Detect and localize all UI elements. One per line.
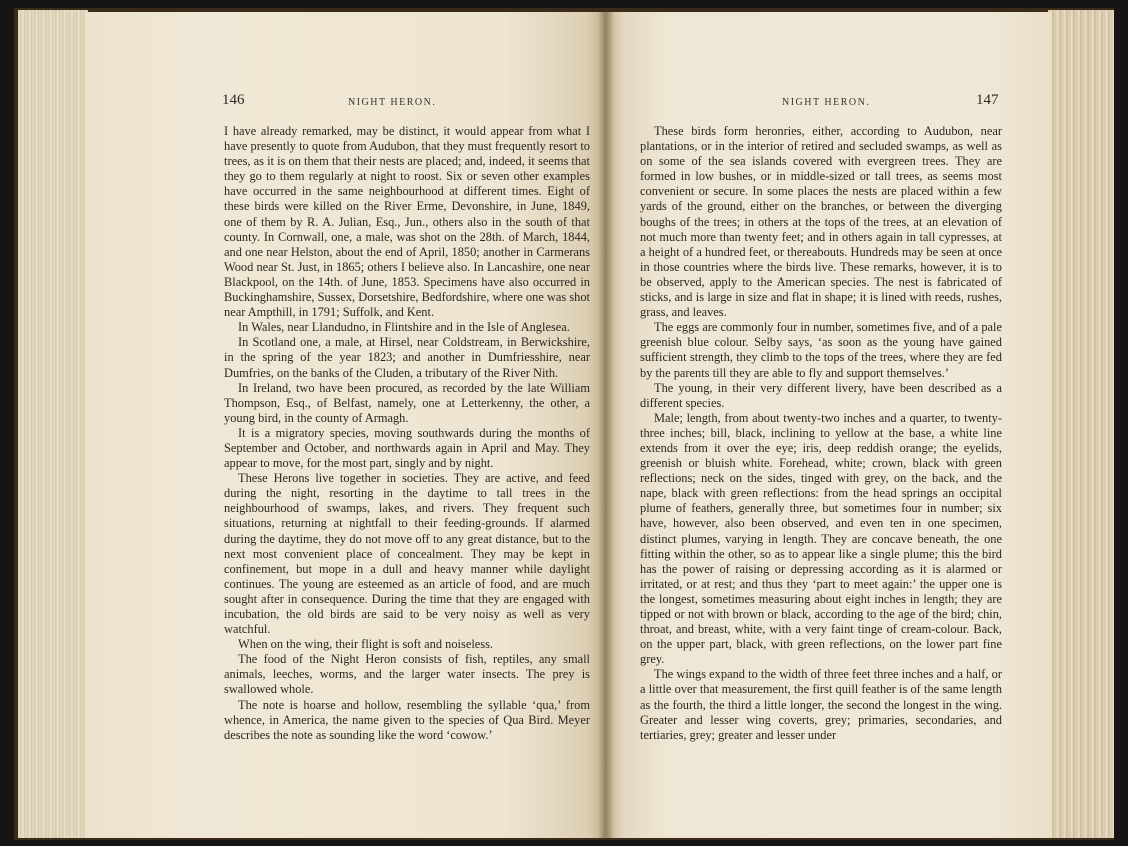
book-gutter xyxy=(598,12,614,838)
page-edges-right xyxy=(1048,10,1114,838)
body-text xyxy=(224,124,590,743)
running-head: NIGHT HERON. xyxy=(348,97,437,108)
body-text xyxy=(640,124,1002,743)
paragraph: The wings expand to the width of three feet three inches and a half, or a little over that measurement, the first quill feather is of the same length as the fourth, the third a little longer, the second the longest in the wing. Greater and lesser wing coverts, grey; primaries, secondaries, and tertiaries, grey; greater and lesser under xyxy=(640,667,1002,742)
paragraph: These Herons live together in societies. They are active, and feed during the night, resorting in the daytime to tall trees in the neighbourhood of swamps, lakes, and rivers. They frequent such situations, returning at nightfall to their feeding-grounds. If alarmed during the daytime, they do not move off to any great distance, but to the next most convenient place of concealment. They may be kept in confinement, but mope in a dull and heavy manner while daylight continues. The young are esteemed as an article of food, and are much sought after in consequence. During the time that they are engaged with incubation, the old birds are said to be very noisy as well as very watchful. xyxy=(224,471,590,637)
paragraph: The young, in their very different livery, have been described as a different species. xyxy=(640,380,1002,410)
paragraph: The eggs are commonly four in number, sometimes five, and of a pale greenish blue colour. Selby says, ‘as soon as the young have gained sufficient strength, they climb to the tops of the trees, where they are fed by the parents till they are able to fly and support themselves.’ xyxy=(640,320,1002,380)
paragraph: Male; length, from about twenty-two inches and a quarter, to twenty-three inches; bill, black, inclining to yellow at the base, a white line extends from it over the eye; iris, deep reddish orange; the eyelids, greenish or bluish white. Forehead, white; crown, black with green reflections; neck on the sides, tinged with grey, on the back, and the nape, black with green reflections: from the head springs an occipital plume of feathers, generally three, but sometimes four in number; six have, however, also been observed, and even ten in one specimen, distinct plumes, varying in length. They are concave beneath, the one fitting within the other, so as to appear like a single plume; this the bird has the power of raising or depressing according as it is alarmed or irritated, or at rest; and thus they ‘part to meet again:’ the upper one is the longest, sometimes measuring about eight inches in length; they are tipped or not with brown or black, according to the age of the bird; chin, throat, and breast, white, with a very faint tinge of cream-colour. Back, on the upper part, black, with green reflections, on the lower part fine grey. xyxy=(640,410,1002,667)
paragraph: I have already remarked, may be distinct, it would appear from what I have presently to quote from Audubon, that they must frequently resort to trees, as it is on them that their nests are placed; and, indeed, it seems that they go to them regularly at night to roost. Six or seven other examples have occurred in the same neighbourhood at different times. Eight of these birds were killed on the River Erme, Devonshire, in June, 1849, one of them by R. A. Julian, Esq., Jun., others also in the south of that county. In Cornwall, one, a male, was shot on the 28th. of March, 1844, and one near Helston, about the end of April, 1850; another in Carmerans Wood near St. Just, in 1865; others I believe also. In Lancashire, one near Blackpool, on the 14th. of June, 1853. Specimens have also occurred in Buckinghamshire, Sussex, Dorsetshire, Bedfordshire, where one was shot near Ampthill, in 1791; Suffolk, and Kent. xyxy=(224,124,590,320)
paragraph: The food of the Night Heron consists of fish, reptiles, any small animals, leeches, worms, and the larger water insects. The prey is swallowed whole. xyxy=(224,652,590,697)
page-number: 147 xyxy=(976,92,999,108)
running-head: NIGHT HERON. xyxy=(782,97,871,108)
paragraph: When on the wing, their flight is soft and noiseless. xyxy=(238,637,494,652)
page-edges-left xyxy=(18,10,88,838)
paragraph: The note is hoarse and hollow, resembling the syllable ‘qua,’ from whence, in America, the name given to the species of Qua Bird. Meyer describes the note as sounding like the word ‘cowow.’ xyxy=(224,697,590,742)
page-number: 146 xyxy=(222,92,245,108)
left-page xyxy=(86,12,608,838)
paragraph: In Wales, near Llandudno, in Flintshire and in the Isle of Anglesea. xyxy=(238,320,570,335)
right-page xyxy=(606,12,1052,838)
paragraph: In Scotland one, a male, at Hirsel, near Coldstream, in Berwickshire, in the spring of the year 1823; and another in Dumfriesshire, near Dumfries, on the banks of the Cluden, a tributary of the River Nith. xyxy=(224,335,590,380)
paragraph: In Ireland, two have been procured, as recorded by the late William Thompson, Esq., of Belfast, namely, one at Letterkenny, the other, a young bird, in the county of Armagh. xyxy=(224,380,590,425)
paragraph: It is a migratory species, moving southwards during the months of September and October, and northwards again in April and May. They appear to move, for the most part, singly and by night. xyxy=(224,425,590,471)
paragraph: These birds form heronries, either, according to Audubon, near plantations, or in the interior of retired and secluded swamps, as well as on some of the sea islands covered with evergreen trees. They are formed in low bushes, or in middle-sized or tall trees, as seems most convenient or secure. In some places the nests are placed within a few yards of the ground, either on the branches, or between the diverging boughs of the trees; in others at the tops of the trees, at an elevation of not much more than twenty feet; and in others again in tall cypresses, at a height of a hundred feet, or thereabouts. Hundreds may be seen at once in those countries where the birds live. These remarks, however, it is to be observed, apply to the American species. The nest is fabricated of sticks, and is large in size and flat in shape; it is lined with reeds, rushes, grass, and leaves. xyxy=(640,124,1002,320)
